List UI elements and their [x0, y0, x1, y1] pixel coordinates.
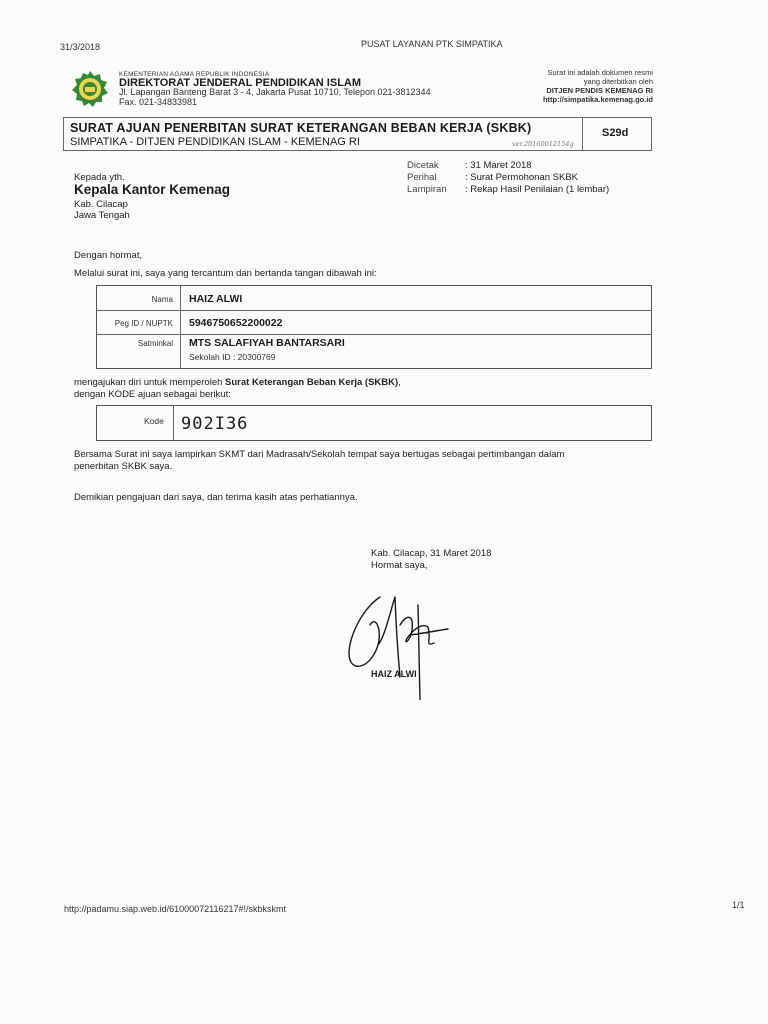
closing-text: Demikian pengajuan dari saya, dan terima kasih atas perhatiannya.: [74, 492, 358, 503]
letter-meta: Dicetak : 31 Maret 2018 Perihal : Surat Permohonan SKBK Lampiran : Rekap Hasil Penilaian (1 lembar): [407, 160, 610, 195]
fax: Fax. 021-34833981: [119, 97, 198, 107]
nama-value: HAIZ ALWI: [189, 293, 243, 305]
request-text: mengajukan diri untuk memperoleh Surat Keterangan Beban Kerja (SKBK),: [74, 377, 401, 388]
recipient-name: Kepala Kantor Kemenag: [74, 182, 231, 197]
attachment-text-2: penerbitan SKBK saya.: [74, 461, 173, 472]
kode-value: 902I36: [181, 414, 249, 434]
ministry-name: KEMENTERIAN AGAMA REPUBLIK INDONESIA: [119, 71, 270, 78]
kode-box: [96, 405, 652, 441]
recipient-city: Kab. Cilacap: [74, 199, 128, 210]
recipient-greeting: Kepada yth.: [74, 172, 125, 183]
satminkal-label: Satminkal: [137, 339, 173, 348]
address: Jl. Lapangan Banteng Barat 3 - 4, Jakarta Pusat 10710, Telepon 021-3812344: [119, 87, 431, 97]
page-number: 1/1: [732, 900, 745, 910]
intro-text: Melalui surat ini, saya yang tercantum dan bertanda tangan dibawah ini:: [74, 268, 377, 279]
document-title: SURAT AJUAN PENERBITAN SURAT KETERANGAN BEBAN KERJA (SKBK): [70, 121, 532, 135]
sekolah-id: Sekolah ID : 20300769: [189, 352, 276, 362]
print-title: PUSAT LAYANAN PTK SIMPATIKA: [361, 39, 503, 49]
nama-label: Nama: [151, 295, 173, 304]
handwritten-signature: [340, 585, 460, 700]
directorate-name: DIREKTORAT JENDERAL PENDIDIKAN ISLAM: [119, 77, 362, 89]
kode-intro: dengan KODE ajuan sebagai berikut:: [74, 389, 231, 400]
identity-table: [96, 285, 652, 369]
version-label: ver.20160012154g: [512, 140, 574, 148]
print-date: 31/3/2018: [60, 42, 101, 52]
document-subtitle: SIMPATIKA - DITJEN PENDIDIKAN ISLAM - KEMENAG RI: [70, 136, 360, 148]
official-note: Surat ini adalah dokumen resmi yang diterbitkan oleh DITJEN PENDIS KEMENAG RI http://simpatika.kemenag.go.id: [542, 68, 653, 104]
place-date: Kab. Cilacap, 31 Maret 2018: [371, 548, 492, 559]
kemenag-emblem-icon: [71, 70, 109, 108]
kode-label: Kode: [144, 416, 164, 426]
title-box: [63, 117, 652, 151]
attachment-text: Bersama Surat ini saya lampirkan SKMT dari Madrasah/Sekolah tempat saya bertugas sebagai pertimbangan dalam: [74, 449, 565, 460]
footer-url: http://padamu.siap.web.id/61000072116217#!/skbkskmt: [64, 904, 286, 914]
recipient-province: Jawa Tengah: [74, 210, 130, 221]
salutation: Dengan hormat,: [74, 250, 143, 261]
pegid-label: Peg ID / NUPTK: [114, 319, 173, 328]
form-code: S29d: [602, 127, 629, 139]
satminkal-value: MTS SALAFIYAH BANTARSARI: [189, 337, 345, 349]
pegid-value: 5946750652200022: [189, 317, 283, 329]
signer-name: HAIZ ALWI: [371, 669, 417, 679]
respect-text: Hormat saya,: [371, 560, 428, 571]
